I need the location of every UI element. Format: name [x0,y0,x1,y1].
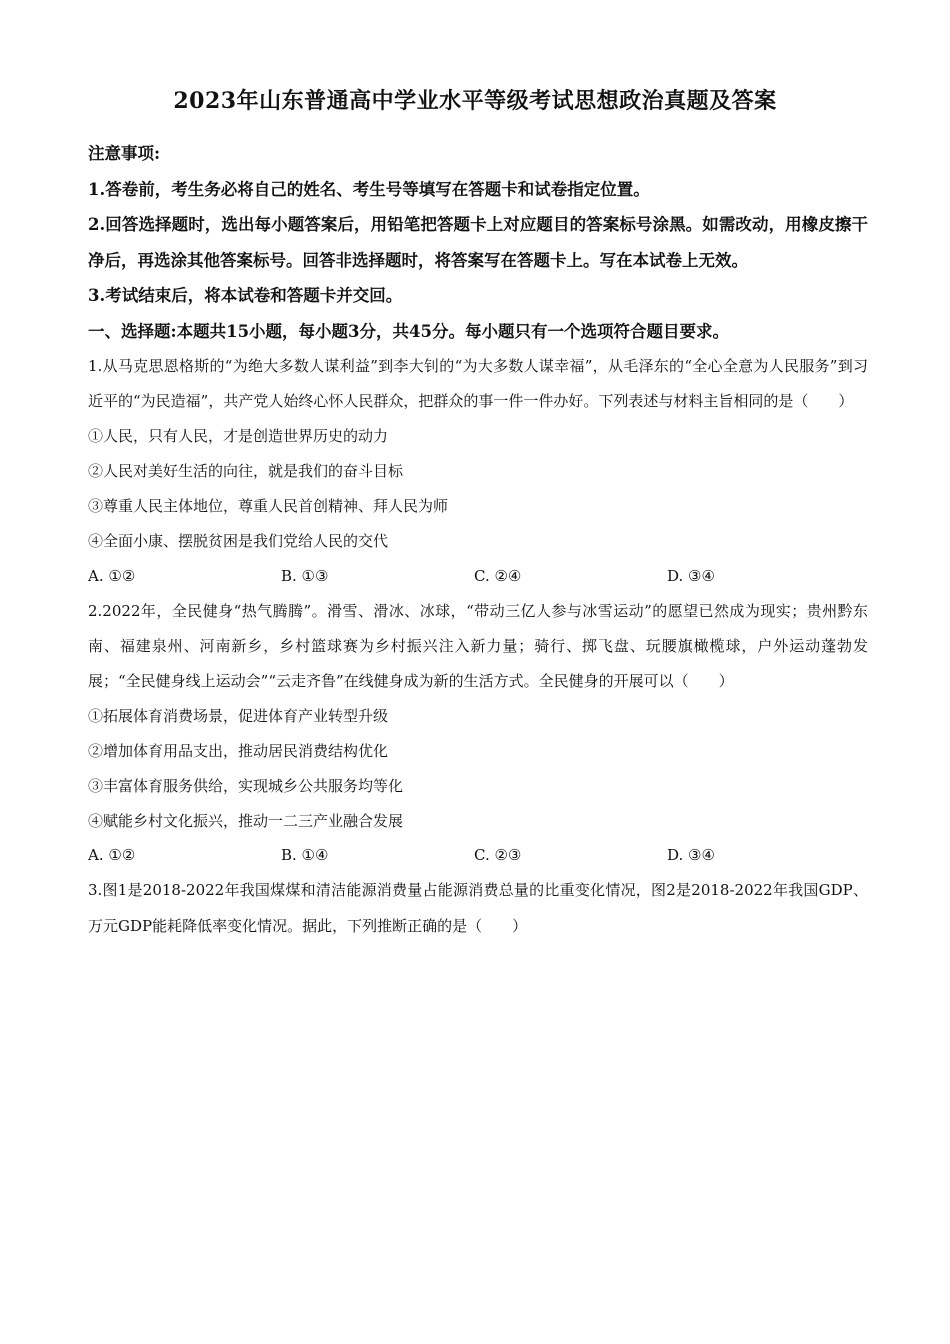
notice-item-3: 3.考试结束后，将本试卷和答题卡并交回。 [88,286,403,305]
statement-option: ①拓展体育消费场景，促进体育产业转型升级 [88,707,389,726]
choice-c: C. ②③ [474,846,522,865]
notice-item-1: 1.答卷前，考生务必将自己的姓名、考生号等填写在答题卡和试卷指定位置。 [88,179,650,199]
statement-option: ②增加体育用品支出，推动居民消费结构优化 [88,742,389,760]
exam-content [88,136,868,944]
notice-item-2: 2.回答选择题时，选出每小题答案后，用铅笔把答题卡上对应题目的答案标号涂黑。如需改动，用橡皮擦干净后，再选涂其他答案标号。回答非选择题时，将答案写在答题卡上。写在本试卷上无效。 [88,215,868,270]
question-stem: 3.图1是2018-2022年我国煤煤和清洁能源消费量占能源消费总量的比重变化情况，图2是2018-2022年我国GDP、万元GDP能耗降低率变化情况。据此，下列推断正确的是（ ） [88,881,868,935]
question-stem: 1.从马克思恩格斯的“为绝大多数人谋利益”到李大钊的“为大多数人谋幸福”，从毛泽东的“全心全意为人民服务”到习近平的“为民造福”，共产党人始终心怀人民群众，把群众的事一件一件办好。下列表述与材料主旨相同的是（ ） [88,357,868,411]
choice-b: B. ①③ [281,566,329,585]
choice-c: C. ②④ [474,566,522,585]
page-title: 2023年山东普通高中学业水平等级考试思想政治真题及答案 [173,88,777,114]
choice-d: D. ③④ [667,566,715,585]
choice-a: A. ①② [88,846,136,865]
notice-heading: 注意事项: [88,144,161,163]
statement-option: ②人民对美好生活的向往，就是我们的奋斗目标 [88,462,404,481]
statement-option: ④赋能乡村文化振兴，推动一二三产业融合发展 [88,811,404,830]
choice-a: A. ①② [88,566,136,585]
statement-option: ③丰富体育服务供给，实现城乡公共服务均等化 [88,776,404,795]
question-1 [88,349,868,594]
question-3 [88,873,868,943]
statement-option: ③尊重人民主体地位，尊重人民首创精神、拜人民为师 [88,497,449,515]
statement-option: ④全面小康、摆脱贫困是我们党给人民的交代 [88,531,389,550]
section-heading: 一、选择题:本题共15小题，每小题3分，共45分。每小题只有一个选项符合题目要求。 [88,321,729,341]
choice-d: D. ③④ [667,846,715,865]
question-2 [88,594,868,874]
answer-choices [88,838,868,873]
statement-option: ①人民，只有人民，才是创造世界历史的动力 [88,427,389,446]
choice-b: B. ①④ [281,846,329,865]
question-stem: 2.2022年，全民健身“热气腾腾”。滑雪、滑冰、冰球，“带动三亿人参与冰雪运动”的愿望已然成为现实；贵州黔东南、福建泉州、河南新乡，乡村篮球赛为乡村振兴注入新力量；骑行、掷飞盘、玩腰旗橄榄球，户外运动蓬勃发展；“全民健身线上运动会”“云走齐鲁”在线健身成为新的生活方式。全民健身的开展可以（ ） [88,601,868,690]
answer-choices [88,559,868,594]
